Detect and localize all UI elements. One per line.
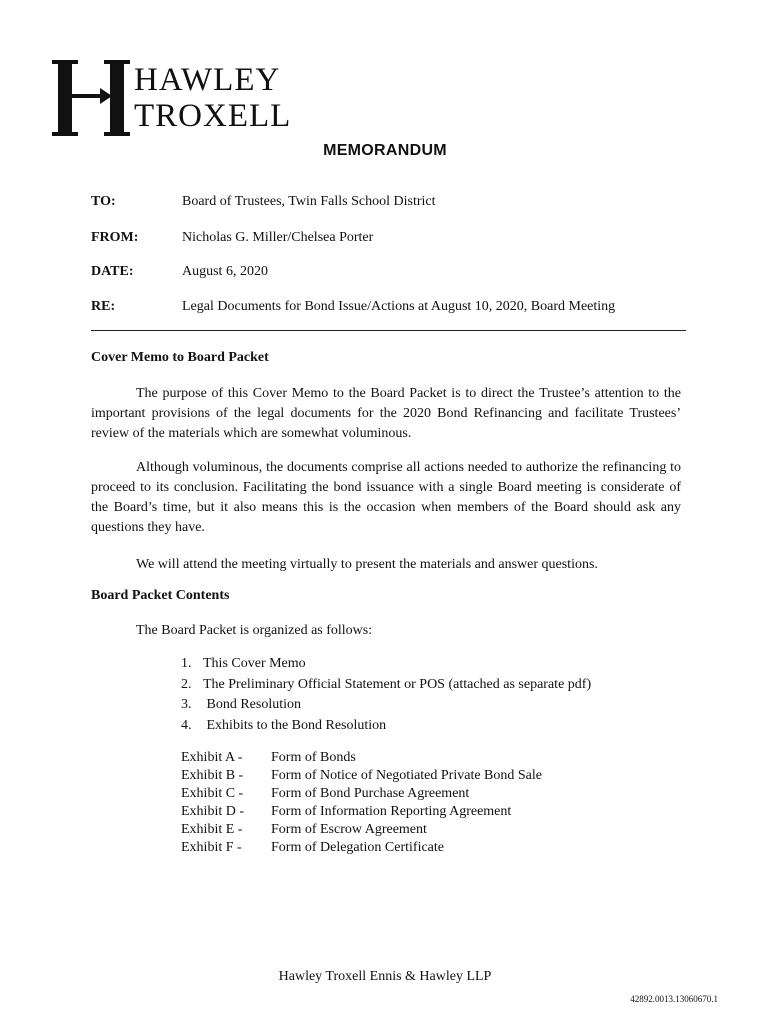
exhibit-row: Exhibit A - Form of Bonds — [181, 750, 356, 765]
contents-intro: The Board Packet is organized as follows: — [136, 623, 373, 638]
exhibit-row: Exhibit B - Form of Notice of Negotiated Private Bond Sale — [181, 768, 542, 783]
list-item: 3. Bond Resolution — [181, 697, 302, 712]
footer-firm-name: Hawley Troxell Ennis & Hawley LLP — [278, 969, 492, 984]
date-value: August 6, 2020 — [182, 264, 268, 279]
list-item: 4. Exhibits to the Bond Resolution — [181, 717, 387, 733]
h-monogram-icon — [52, 58, 136, 138]
memo-title — [0, 142, 770, 160]
header-divider — [91, 330, 686, 331]
exhibit-row: Exhibit F - Form of Delegation Certificate — [181, 840, 444, 855]
firm-logo — [52, 58, 322, 138]
section-heading-contents: Board Packet Contents — [91, 588, 230, 603]
from-value: Nicholas G. Miller/Chelsea Porter — [182, 230, 374, 245]
from-label: FROM: — [91, 230, 139, 245]
contents-list — [181, 654, 591, 736]
exhibit-row: Exhibit E - Form of Escrow Agreement — [181, 822, 427, 837]
paragraph-purpose: The purpose of this Cover Memo to the Board Packet is to direct the Trustee’s attention to the important provisions of the legal documents for the 2020 Bond Refinancing and facilitate Trustees’ review of the materials which are somewhat voluminous. — [91, 386, 681, 441]
section-heading-cover-memo: Cover Memo to Board Packet — [91, 350, 269, 365]
list-item: 1. This Cover Memo — [181, 656, 306, 671]
logo-text-hawley: HAWLEY — [134, 62, 281, 98]
re-value: Legal Documents for Bond Issue/Actions at August 10, 2020, Board Meeting — [182, 299, 616, 314]
list-item: 2. The Preliminary Official Statement or POS (attached as separate pdf) — [181, 676, 592, 692]
to-value: Board of Trustees, Twin Falls School District — [182, 194, 436, 209]
exhibit-list — [181, 749, 542, 857]
logo-text-troxell: TROXELL — [134, 98, 292, 134]
paragraph-voluminous: Although voluminous, the documents comprise all actions needed to authorize the refinancing to proceed to its conclusion. Facilitating the bond issuance with a single Board meeting is considerate of the Board’s time, but it also means this is the occasion when members of the Board should ask any questions they have. — [91, 460, 681, 535]
document-number: 42892.0013.13060670.1 — [630, 994, 718, 1004]
to-label: TO: — [91, 194, 116, 209]
exhibit-row: Exhibit D - Form of Information Reporting Agreement — [181, 804, 512, 819]
memo-title-text: MEMORANDUM — [323, 142, 447, 159]
paragraph-attend: We will attend the meeting virtually to present the materials and answer questions. — [136, 557, 598, 572]
date-label: DATE: — [91, 264, 134, 279]
exhibit-row: Exhibit C - Form of Bond Purchase Agreement — [181, 786, 470, 801]
re-label: RE: — [91, 299, 116, 314]
